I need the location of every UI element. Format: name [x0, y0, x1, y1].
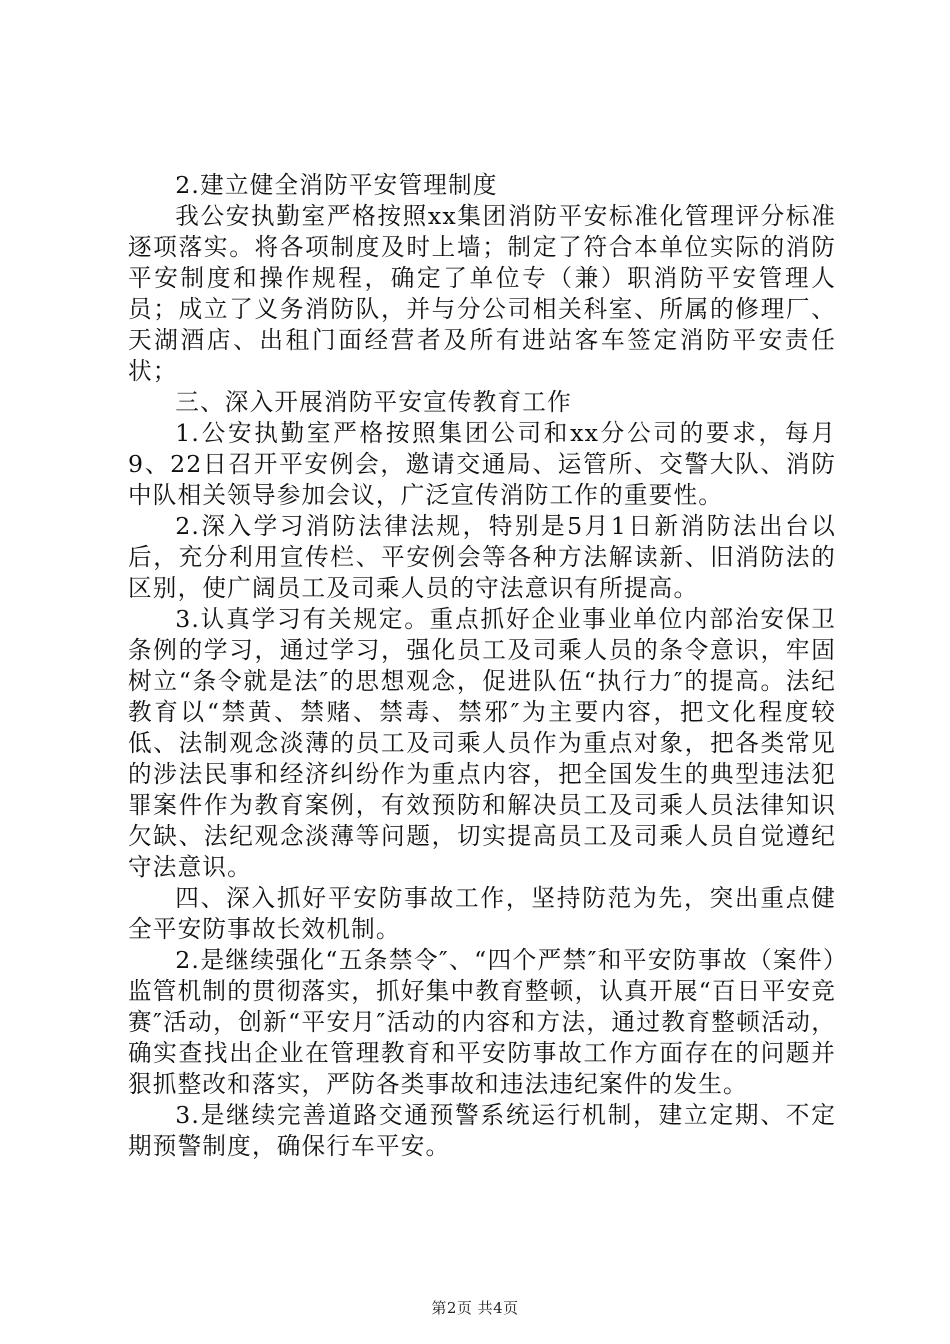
page-number-footer: 第2页 共4页 — [431, 1299, 519, 1317]
paragraph-traffic-warning: 3.是继续完善道路交通预警系统运行机制，建立定期、不定期预警制度，确保行车平安。 — [128, 1101, 836, 1160]
paragraph-regulation-study: 3.认真学习有关规定。重点抓好企业事业单位内部治安保卫条例的学习，通过学习，强化员工及司乘人员的条令意识，牢固树立“条令就是法″的思想观念，促进队伍“执行力″的提高。法纪教育以“禁黄、禁赌、禁毒、禁邪″为主要内容，把文化程度较低、法制观念淡薄的员工及司乘人员作为重点对象，把各类常见的涉法民事和经济纠纷作为重点内容，把全国发生的典型违法犯罪案件作为教育案例，有效预防和解决员工及司乘人员法律知识欠缺、法纪观念淡薄等问题，切实提高员工及司乘人员自觉遵纪守法意识。 — [128, 605, 836, 881]
paragraph-fire-law-study: 2.深入学习消防法律法规，特别是5月1日新消防法出台以后，充分利用宣传栏、平安例会等各种方法解读新、旧消防法的区别，使广阔员工及司乘人员的守法意识有所提高。 — [128, 512, 836, 602]
section-heading-accident-prevention: 四、深入抓好平安防事故工作，坚持防范为先，突出重点健全平安防事故长效机制。 — [128, 884, 836, 943]
paragraph-prohibitions: 2.是继续强化“五条禁令″、“四个严禁″和平安防事故（案件）监管机制的贯彻落实，抓好集中教育整顿，认真开展“百日平安竞赛″活动，创新“平安月″活动的内容和方法，通过教育整顿活动，确实查找出企业在管理教育和平安防事故工作方面存在的问题并狠抓整改和落实，严防各类事故和违法违纪案件的发生。 — [128, 946, 836, 1098]
paragraph-management-details: 我公安执勤室严格按照xx集团消防平安标准化管理评分标准逐项落实。将各项制度及时上墙；制定了符合本单位实际的消防平安制度和操作规程，确定了单位专（兼）职消防平安管理人员；成立了义务消防队，并与分公司相关科室、所属的修理厂、天湖酒店、出租门面经营者及所有进站客车签定消防平安责任状； — [128, 202, 836, 385]
document-body — [128, 170, 836, 1162]
paragraph-safety-meeting: 1.公安执勤室严格按照集团公司和xx分公司的要求，每月9、22日召开平安例会，邀请交通局、运管所、交警大队、消防中队相关领导参加会议，广泛宣传消防工作的重要性。 — [128, 419, 836, 509]
section-heading-management-system: 2.建立健全消防平安管理制度 — [175, 171, 498, 199]
section-heading-education: 三、深入开展消防平安宣传教育工作 — [175, 388, 572, 416]
